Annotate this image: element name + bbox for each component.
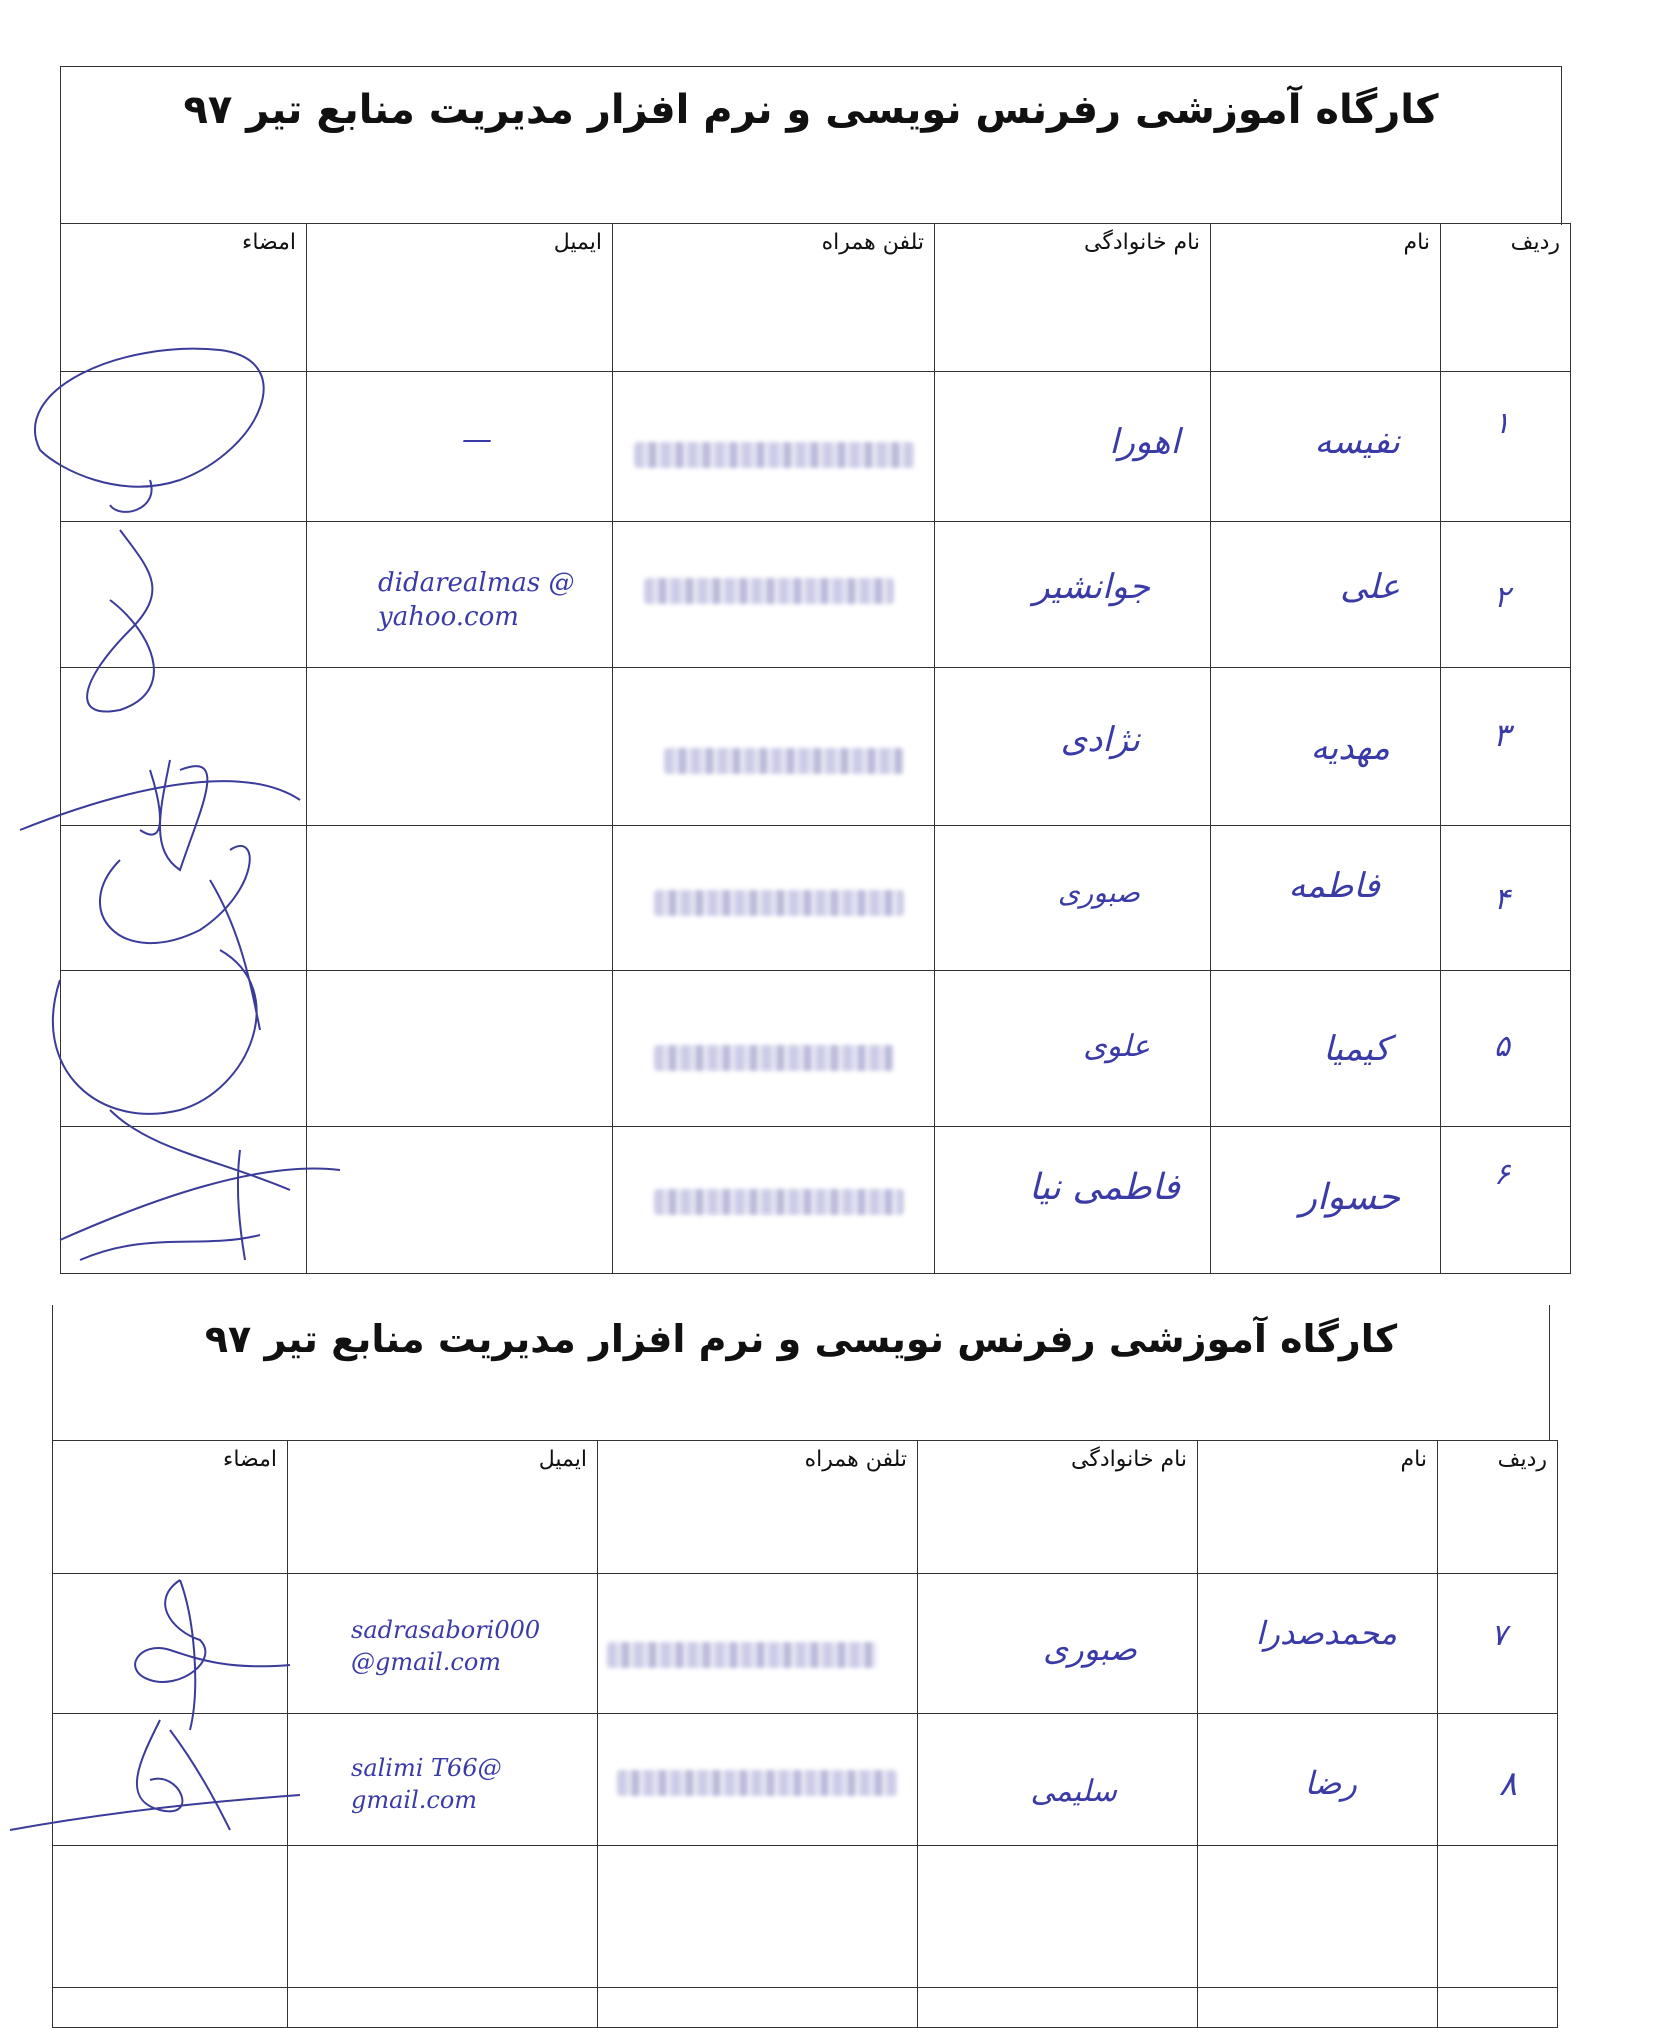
phone-redacted (664, 748, 904, 774)
last-name: فاطمی نیا (1029, 1167, 1180, 1208)
last-name: جوانشیر (1033, 567, 1150, 607)
last-name: نژادی (1060, 720, 1140, 760)
sheet1-title-box (60, 66, 1562, 225)
sheet2-title: کارگاه آموزشی رفرنس نویسی و نرم افزار مدیریت منابع تیر ۹۷ (204, 1317, 1398, 1361)
header-first-name: نام (1400, 1447, 1427, 1472)
first-name: حسوار (1299, 1177, 1400, 1218)
row-number: ۸ (1498, 1764, 1517, 1804)
first-name: محمدصدرا (1255, 1614, 1397, 1652)
first-name: فاطمه (1288, 866, 1380, 906)
phone-redacted (654, 1189, 904, 1215)
header-signature: امضاء (222, 1447, 277, 1472)
header-last-name: نام خانوادگی (1071, 1447, 1187, 1472)
last-name: اهورا (1109, 422, 1180, 462)
signature-1 (35, 349, 264, 512)
first-name: کیمیا (1323, 1029, 1390, 1069)
signature-3 (20, 760, 300, 870)
header-signature: امضاء (241, 230, 296, 255)
signature-7 (135, 1580, 290, 1730)
first-name: علی (1340, 567, 1400, 607)
signatures-sheet2 (0, 1570, 320, 1870)
email-value: didarealmas @ yahoo.com (378, 568, 575, 632)
header-last-name: نام خانوادگی (1084, 230, 1200, 255)
phone-redacted (654, 890, 904, 916)
row-number: ۳ (1492, 716, 1510, 754)
header-row-label: ردیف (1510, 230, 1560, 255)
header-email: ایمیل (553, 230, 602, 255)
phone-redacted (617, 1770, 897, 1796)
row-number: ۲ (1493, 580, 1510, 615)
header-phone: تلفن همراه (804, 1447, 907, 1472)
first-name: مهدیه (1310, 728, 1390, 768)
signature-5 (60, 1110, 340, 1260)
last-name: صبوری (1043, 1630, 1137, 1668)
signatures-sheet1 (0, 330, 360, 1280)
header-phone: تلفن همراه (821, 230, 924, 255)
row-number: ۱ (1493, 406, 1510, 441)
last-name: صبوری (1057, 876, 1140, 909)
signature-4 (53, 846, 260, 1114)
phone-redacted (644, 578, 894, 604)
row-number: ۴ (1493, 882, 1510, 917)
table-row (53, 1988, 1558, 2028)
phone-redacted (654, 1045, 894, 1071)
sheet2-title-box (52, 1305, 1550, 1440)
first-name: رضا (1304, 1764, 1357, 1802)
header-row-label: ردیف (1497, 1447, 1547, 1472)
last-name: سلیمی (1030, 1774, 1117, 1809)
row-number: ۷ (1490, 1618, 1507, 1653)
email-value: salimi T66@ gmail.com (351, 1754, 502, 1814)
row-number: ۶ (1493, 1157, 1510, 1192)
signature-8 (10, 1720, 300, 1830)
header-email: ایمیل (538, 1447, 587, 1472)
header-row (53, 1441, 1558, 1574)
phone-redacted (607, 1642, 877, 1668)
phone-redacted (634, 442, 914, 468)
first-name: نفیسه (1314, 422, 1400, 462)
row-number: ۵ (1493, 1029, 1510, 1064)
signature-2 (87, 530, 154, 712)
sheet1-title: کارگاه آموزشی رفرنس نویسی و نرم افزار مدیریت منابع تیر ۹۷ (183, 87, 1439, 133)
header-first-name: نام (1403, 230, 1430, 255)
last-name: علوی (1083, 1029, 1150, 1064)
email-value: — (462, 422, 492, 457)
email-value: sadrasabori000 @gmail.com (351, 1616, 541, 1676)
